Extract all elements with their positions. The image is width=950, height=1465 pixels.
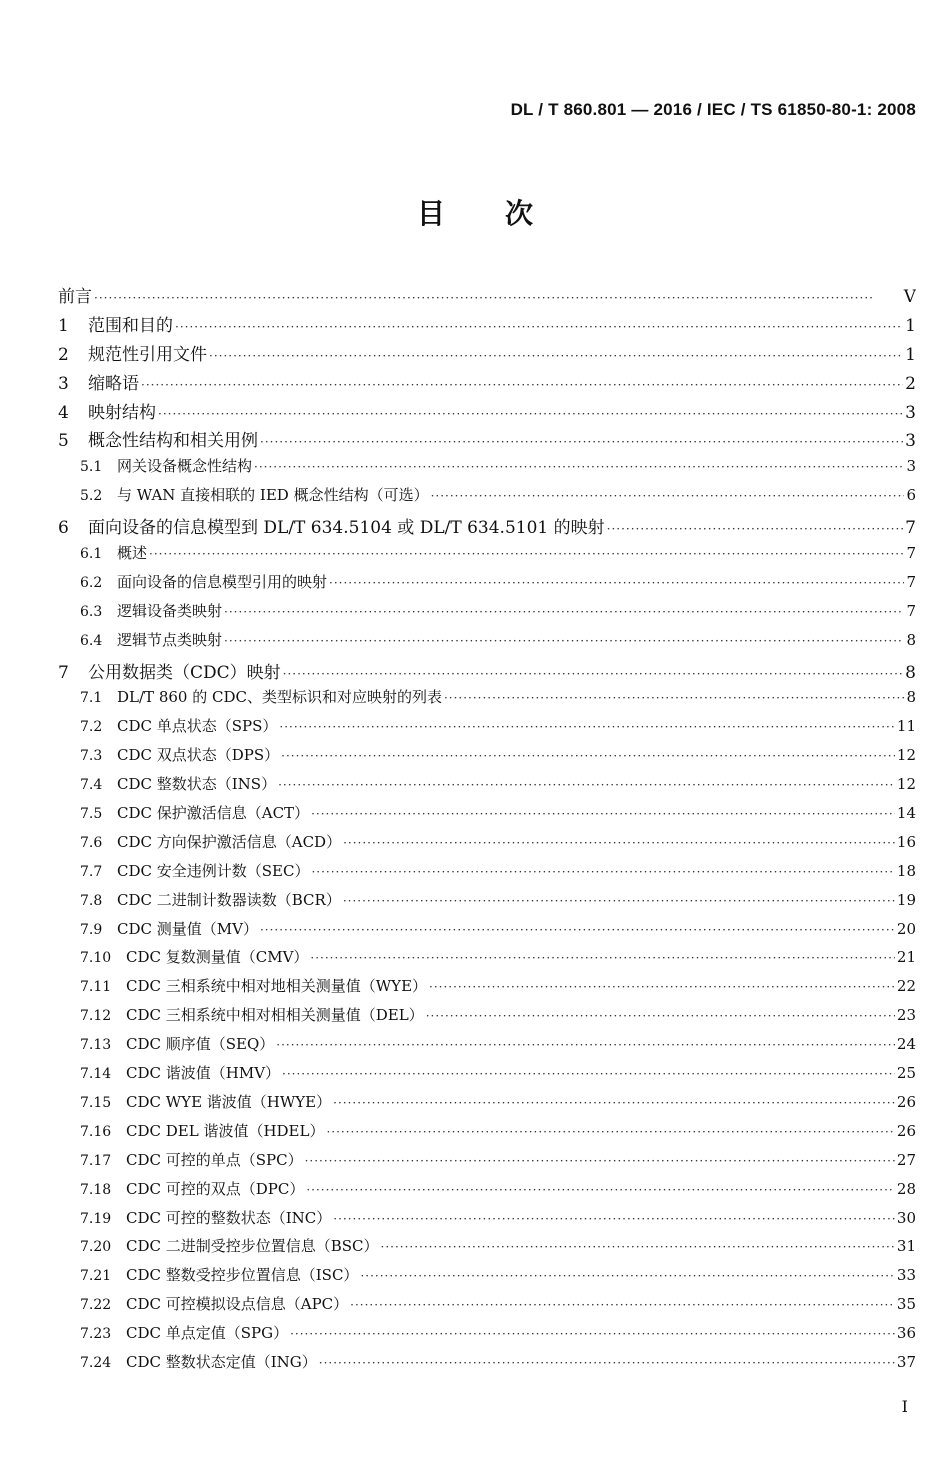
toc-entry[interactable] — [58, 282, 916, 311]
toc-leader-dots — [149, 547, 904, 561]
toc-entry-number: 7.13 — [80, 1037, 112, 1054]
toc-leader-dots — [224, 634, 904, 648]
toc-entry-page: 1 — [905, 344, 916, 365]
toc-entry-title: CDC 单点定值（SPG） — [126, 1324, 289, 1343]
toc-entry-title: CDC 三相系统中相对地相关测量值（WYE） — [126, 977, 428, 996]
toc-entry-number: 5 — [58, 431, 69, 452]
toc-entry[interactable] — [58, 1322, 916, 1351]
toc-entry-page: 35 — [896, 1295, 916, 1314]
toc-leader-dots — [333, 1096, 895, 1110]
toc-entry-number: 6.2 — [80, 574, 103, 591]
toc-entry-title: CDC 整数受控步位置信息（ISC） — [126, 1266, 359, 1285]
toc-entry-page: 3 — [905, 431, 916, 452]
toc-entry-title: CDC 单点状态（SPS） — [117, 717, 278, 736]
toc-entry-number: 7.8 — [80, 892, 103, 909]
toc-entry[interactable] — [58, 1235, 916, 1264]
toc-entry-page: 36 — [896, 1324, 916, 1343]
toc-entry-title: CDC 测量值（MV） — [117, 919, 258, 938]
toc-entry-number: 7.10 — [80, 950, 112, 967]
toc-entry-title: CDC 方向保护激活信息（ACD） — [117, 832, 342, 851]
toc-entry-page: 7 — [905, 518, 916, 539]
toc-leader-dots — [224, 605, 904, 619]
toc-entry-number: 7.15 — [80, 1094, 112, 1111]
toc-entry-page: 12 — [896, 775, 916, 794]
toc-entry-number: 7.6 — [80, 834, 103, 851]
toc-entry-page: 8 — [906, 630, 916, 649]
toc-entry-title: 前言 — [58, 287, 92, 307]
toc-entry-number: 1 — [58, 315, 69, 336]
toc-leader-dots — [343, 836, 895, 850]
toc-entry[interactable] — [58, 484, 916, 513]
toc-entry-page: 3 — [906, 457, 916, 476]
toc-entry[interactable] — [58, 975, 916, 1004]
toc-entry-title: CDC 安全违例计数（SEC） — [117, 861, 310, 880]
toc-leader-dots — [360, 1269, 894, 1283]
toc-entry-page: 14 — [896, 804, 916, 823]
toc-entry-title: DL/T 860 的 CDC、类型标识和对应映射的列表 — [117, 688, 442, 707]
toc-entry-number: 7.3 — [80, 748, 103, 765]
toc-entry-title: CDC 整数状态（INS） — [117, 775, 277, 794]
toc-entry-number: 6.4 — [80, 632, 103, 649]
toc-leader-dots — [260, 435, 903, 449]
toc-leader-dots — [329, 576, 904, 590]
toc-entry-number: 7.1 — [80, 690, 103, 707]
toc-entry[interactable] — [58, 831, 916, 860]
toc-leader-dots — [310, 951, 894, 965]
toc-entry[interactable] — [58, 1062, 916, 1091]
toc-leader-dots — [326, 1125, 894, 1139]
toc-leader-dots — [209, 349, 903, 363]
toc-entry-page: 8 — [905, 662, 916, 683]
toc-entry-title: 逻辑设备类映射 — [117, 601, 223, 620]
toc-entry-page: 37 — [896, 1352, 916, 1371]
toc-leader-dots — [282, 1067, 895, 1081]
toc-entry-number: 7.23 — [80, 1326, 112, 1343]
toc-entry-page: 26 — [896, 1121, 916, 1140]
toc-leader-dots — [94, 291, 902, 305]
toc-entry-number: 7.7 — [80, 863, 103, 880]
toc-leader-dots — [306, 1183, 895, 1197]
toc-entry-number: 7.11 — [80, 979, 112, 996]
toc-entry-title: 概述 — [117, 544, 148, 563]
toc-entry-number: 7.17 — [80, 1152, 112, 1169]
toc-entry[interactable] — [58, 1091, 916, 1120]
toc-entry-title: CDC 顺序值（SEQ） — [126, 1035, 275, 1054]
toc-entry-title: 概念性结构和相关用例 — [88, 431, 258, 452]
toc-leader-dots — [343, 894, 895, 908]
toc-entry-page: 7 — [906, 544, 916, 563]
toc-entry-title: CDC 可控的单点（SPC） — [126, 1150, 303, 1169]
toc-entry-page: V — [903, 287, 916, 307]
toc-entry[interactable] — [58, 369, 916, 398]
toc-entry-number: 7.5 — [80, 806, 103, 823]
toc-entry[interactable] — [58, 1120, 916, 1149]
table-of-contents — [58, 282, 916, 1380]
toc-entry[interactable] — [58, 918, 916, 947]
toc-entry-page: 12 — [896, 746, 916, 765]
toc-leader-dots — [311, 807, 895, 821]
toc-entry-number: 7.14 — [80, 1066, 112, 1083]
toc-entry[interactable] — [58, 946, 916, 975]
toc-leader-dots — [429, 980, 895, 994]
toc-entry-title: 面向设备的信息模型引用的映射 — [117, 572, 328, 591]
toc-entry-page: 20 — [896, 919, 916, 938]
toc-entry-number: 7.18 — [80, 1181, 112, 1198]
toc-entry[interactable] — [58, 860, 916, 889]
toc-entry-number: 7.24 — [80, 1354, 112, 1371]
toc-entry-title: CDC 可控的双点（DPC） — [126, 1179, 305, 1198]
toc-entry-title: CDC 保护激活信息（ACT） — [117, 804, 310, 823]
toc-entry-page: 25 — [896, 1064, 916, 1083]
toc-leader-dots — [444, 691, 904, 705]
toc-entry-number: 7.22 — [80, 1297, 112, 1314]
toc-entry-number: 6.1 — [80, 546, 103, 563]
toc-entry-title: 公用数据类（CDC）映射 — [88, 662, 281, 683]
toc-entry[interactable] — [58, 1293, 916, 1322]
toc-entry-page: 3 — [905, 402, 916, 423]
toc-entry[interactable] — [58, 1033, 916, 1062]
toc-entry-number: 7.2 — [80, 719, 103, 736]
toc-leader-dots — [290, 1327, 895, 1341]
page-title: 目次 — [416, 197, 593, 230]
toc-entry-number: 6.3 — [80, 603, 103, 620]
toc-entry-page: 30 — [896, 1208, 916, 1227]
toc-leader-dots — [319, 1356, 895, 1370]
toc-leader-dots — [158, 407, 903, 421]
toc-entry-number: 5.2 — [80, 488, 103, 505]
toc-entry[interactable] — [58, 802, 916, 831]
toc-entry[interactable] — [58, 340, 916, 369]
toc-leader-dots — [431, 489, 905, 503]
toc-entry[interactable] — [58, 686, 916, 715]
toc-entry[interactable] — [58, 658, 916, 687]
toc-entry-page: 27 — [896, 1150, 916, 1169]
toc-entry-number: 7.20 — [80, 1239, 112, 1256]
toc-entry-page: 2 — [905, 373, 916, 394]
toc-entry-title: CDC DEL 谐波值（HDEL） — [126, 1121, 325, 1140]
toc-entry-number: 7.12 — [80, 1008, 112, 1025]
toc-entry-number: 3 — [58, 373, 69, 394]
toc-entry-title: 与 WAN 直接相联的 IED 概念性结构（可选） — [117, 486, 429, 505]
toc-entry[interactable] — [58, 1207, 916, 1236]
toc-entry[interactable] — [58, 600, 916, 629]
toc-entry-page: 26 — [896, 1092, 916, 1111]
toc-leader-dots — [141, 378, 903, 392]
toc-entry-number: 5.1 — [80, 459, 103, 476]
toc-entry[interactable] — [58, 1149, 916, 1178]
toc-entry-number: 7.9 — [80, 921, 103, 938]
toc-leader-dots — [278, 778, 895, 792]
toc-entry-page: 22 — [896, 977, 916, 996]
toc-entry[interactable] — [58, 311, 916, 340]
toc-entry-page: 8 — [906, 688, 916, 707]
toc-entry-title: CDC 二进制受控步位置信息（BSC） — [126, 1237, 379, 1256]
toc-entry-title: CDC 复数测量值（CMV） — [126, 948, 309, 967]
toc-leader-dots — [426, 1009, 895, 1023]
toc-entry-title: 映射结构 — [88, 402, 156, 423]
toc-entry-page: 16 — [896, 832, 916, 851]
toc-entry[interactable] — [58, 398, 916, 427]
toc-entry-page: 6 — [906, 486, 916, 505]
document-standard-code: DL / T 860.801 — 2016 / IEC / TS 61850-80-1: 2008 — [510, 100, 916, 119]
toc-entry[interactable] — [58, 889, 916, 918]
toc-entry-page: 21 — [896, 948, 916, 967]
toc-entry-page: 7 — [906, 601, 916, 620]
toc-entry[interactable] — [58, 513, 916, 542]
toc-entry-number: 7.21 — [80, 1268, 112, 1285]
toc-entry-page: 18 — [896, 861, 916, 880]
toc-entry[interactable] — [58, 773, 916, 802]
toc-leader-dots — [311, 865, 894, 879]
toc-entry-number: 6 — [58, 518, 69, 539]
toc-entry-page: 7 — [906, 572, 916, 591]
toc-entry-number: 7.16 — [80, 1123, 112, 1140]
toc-leader-dots — [333, 1212, 895, 1226]
toc-entry[interactable] — [58, 1264, 916, 1293]
toc-entry-page: 28 — [896, 1179, 916, 1198]
toc-entry[interactable] — [58, 542, 916, 571]
toc-entry-page: 19 — [896, 890, 916, 909]
toc-entry[interactable] — [58, 715, 916, 744]
toc-entry-page: 33 — [896, 1266, 916, 1285]
toc-entry-title: 缩略语 — [88, 373, 139, 394]
toc-leader-dots — [281, 749, 895, 763]
toc-entry-title: 面向设备的信息模型到 DL/T 634.5104 或 DL/T 634.5101 的映射 — [88, 518, 605, 539]
toc-entry-title: CDC 二进制计数器读数（BCR） — [117, 890, 341, 909]
toc-entry-title: CDC 可控模拟设点信息（APC） — [126, 1295, 349, 1314]
toc-entry-title: CDC 双点状态（DPS） — [117, 746, 280, 765]
toc-entry-number: 4 — [58, 402, 69, 423]
toc-entry-title: 范围和目的 — [88, 315, 173, 336]
toc-entry[interactable] — [58, 1178, 916, 1207]
toc-leader-dots — [276, 1038, 895, 1052]
toc-leader-dots — [350, 1298, 895, 1312]
toc-entry-title: CDC 三相系统中相对相相关测量值（DEL） — [126, 1006, 424, 1025]
toc-entry[interactable] — [58, 744, 916, 773]
toc-entry-page: 11 — [896, 717, 916, 736]
toc-entry-title: CDC WYE 谐波值（HWYE） — [126, 1092, 332, 1111]
toc-entry-number: 7.4 — [80, 777, 103, 794]
toc-entry-page: 31 — [896, 1237, 916, 1256]
toc-entry-title: 规范性引用文件 — [88, 344, 207, 365]
toc-entry-page: 24 — [896, 1035, 916, 1054]
toc-entry-number: 7 — [58, 662, 69, 683]
toc-entry[interactable] — [58, 571, 916, 600]
toc-entry-title: CDC 整数状态定值（ING） — [126, 1352, 317, 1371]
toc-leader-dots — [283, 667, 904, 681]
toc-entry-page: 1 — [905, 315, 916, 336]
toc-entry-number: 7.19 — [80, 1210, 112, 1227]
toc-entry[interactable] — [58, 426, 916, 455]
toc-entry-page: 23 — [896, 1006, 916, 1025]
toc-entry[interactable] — [58, 629, 916, 658]
toc-entry[interactable] — [58, 1004, 916, 1033]
toc-leader-dots — [175, 320, 903, 334]
toc-leader-dots — [607, 522, 904, 536]
toc-leader-dots — [254, 460, 904, 474]
footer-page-number: I — [901, 1397, 908, 1416]
toc-entry-title: CDC 谐波值（HMV） — [126, 1064, 281, 1083]
toc-leader-dots — [260, 923, 895, 937]
toc-entry[interactable] — [58, 1351, 916, 1380]
toc-leader-dots — [381, 1240, 895, 1254]
toc-entry-title: CDC 可控的整数状态（INC） — [126, 1208, 332, 1227]
toc-leader-dots — [305, 1154, 895, 1168]
toc-entry-number: 2 — [58, 344, 69, 365]
toc-leader-dots — [279, 720, 895, 734]
toc-entry-title: 网关设备概念性结构 — [117, 457, 253, 476]
toc-entry[interactable] — [58, 455, 916, 484]
toc-entry-title: 逻辑节点类映射 — [117, 630, 223, 649]
